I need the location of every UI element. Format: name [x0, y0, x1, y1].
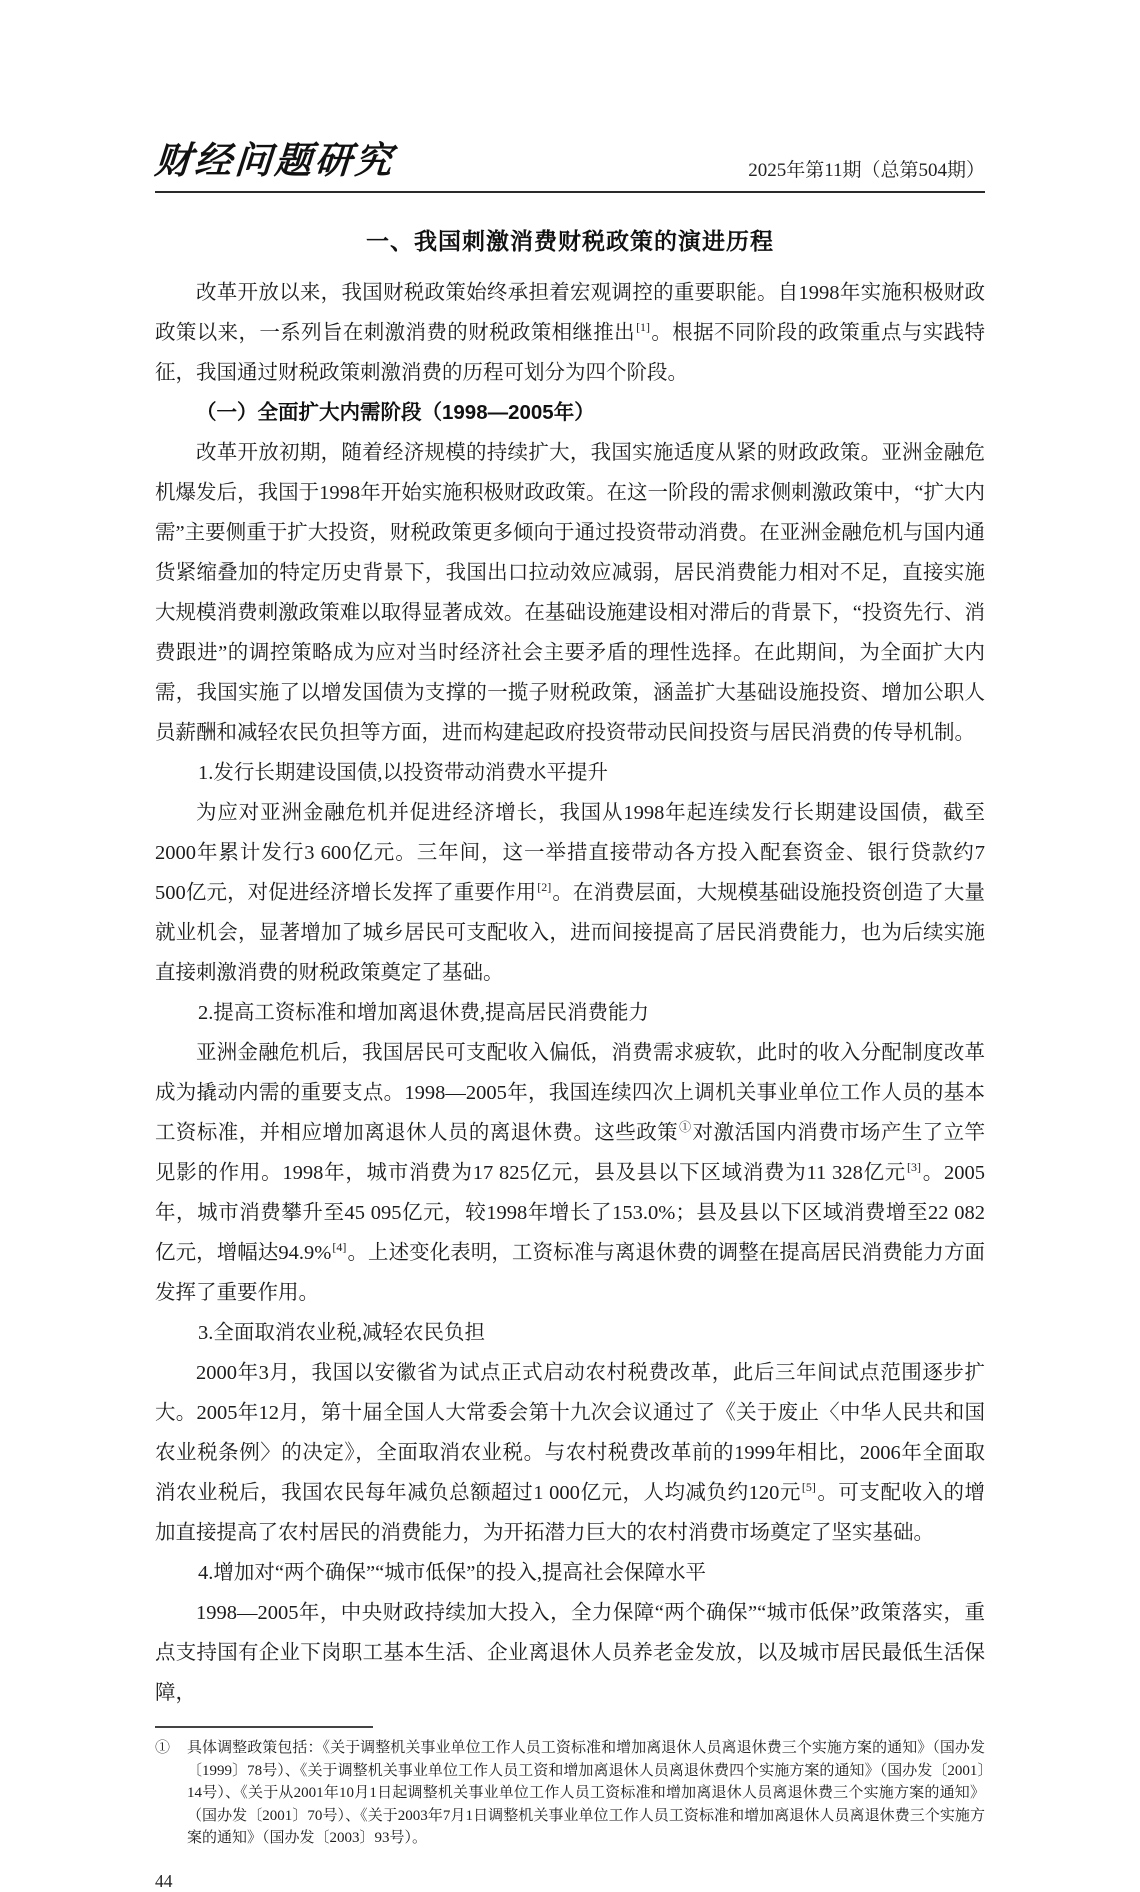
- footnote-separator: [155, 1726, 373, 1728]
- superscript-reference: [1]: [636, 320, 651, 335]
- footnote: [155, 1737, 985, 1850]
- numbered-heading: 1.发行长期建设国债,以投资带动消费水平提升: [198, 762, 609, 784]
- paragraph: 改革开放初期，随着经济规模的持续扩大，我国实施适度从紧的财政政策。亚洲金融危机爆发后，我国于1998年开始实施积极财政政策。在这一阶段的需求侧刺激政策中，“扩大内需”主要侧重于扩大投资，财税政策更多倾向于通过投资带动消费。在亚洲金融危机与国内通货紧缩叠加的特定历史背景下，我国出口拉动效应减弱，居民消费能力相对不足，直接实施大规模消费刺激政策难以取得显著成效。在基础设施建设相对滞后的背景下，“投资先行、消费跟进”的调控策略成为应对当时经济社会主要矛盾的理性选择。在此期间，为全面扩大内需，我国实施了以增发国债为支撑的一揽子财税政策，涵盖扩大基础设施投资、增加公职人员薪酬和减轻农民负担等方面，进而构建起政府投资带动民间投资与居民消费的传导机制。: [155, 442, 985, 744]
- section-title: 一、我国刺激消费财税政策的演进历程: [366, 228, 774, 254]
- article-body: [155, 273, 985, 1713]
- paragraph: 2000年3月，我国以安徽省为试点正式启动农村税费改革，此后三年间试点范围逐步扩大。2005年12月，第十届全国人大常委会第十九次会议通过了《关于废止〈中华人民共和国农业税条例〉的决定》，全面取消农业税。与农村税费改革前的1999年相比，2006年全面取消农业税后，我国农民每年减负总额超过1 000亿元，人均减负约120元[5]。可支配收入的增加直接提高了农村居民的消费能力，为开拓潜力巨大的农村消费市场奠定了坚实基础。: [155, 1362, 986, 1544]
- paragraph: 亚洲金融危机后，我国居民可支配收入偏低，消费需求疲软，此时的收入分配制度改革成为撬动内需的重要支点。1998—2005年，我国连续四次上调机关事业单位工作人员的基本工资标准，并相应增加离退休人员的离退休费。这些政策①对激活国内消费市场产生了立竿见影的作用。1998年，城市消费为17 825亿元，县及县以下区域消费为11 328亿元[3]。2005年，城市消费攀升至45 095亿元，较1998年增长了153.0%；县及县以下区域消费增至22 082亿元，增幅达94.9%[4]。上述变化表明，工资标准与离退休费的调整在提高居民消费能力方面发挥了重要作用。: [155, 1042, 986, 1304]
- superscript-reference: [5]: [801, 1480, 816, 1495]
- paragraph: 改革开放以来，我国财税政策始终承担着宏观调控的重要职能。自1998年实施积极财政政策以来，一系列旨在刺激消费的财税政策相继推出[1]。根据不同阶段的政策重点与实践特征，我国通过财税政策刺激消费的历程可划分为四个阶段。: [155, 282, 986, 384]
- page-header: [155, 0, 985, 184]
- numbered-heading: 2.提高工资标准和增加离退休费,提高居民消费能力: [198, 1002, 650, 1024]
- paragraph: 1998—2005年，中央财政持续加大投入，全力保障“两个确保”“城市低保”政策落实，重点支持国有企业下岗职工基本生活、企业离退休人员养老金发放，以及城市居民最低生活保障，: [155, 1602, 985, 1704]
- paragraph: 为应对亚洲金融危机并促进经济增长，我国从1998年起连续发行长期建设国债，截至2000年累计发行3 600亿元。三年间，这一举措直接带动各方投入配套资金、银行贷款约7 500亿元，对促进经济增长发挥了重要作用[2]。在消费层面，大规模基础设施投资创造了大量就业机会，显著增加了城乡居民可支配收入，进而间接提高了居民消费能力，也为后续实施直接刺激消费的财税政策奠定了基础。: [155, 802, 986, 984]
- journal-logo: 财经问题研究: [153, 141, 397, 182]
- page-number: 44: [155, 1870, 173, 1891]
- issue-info: 2025年第11期（总第504期）: [748, 160, 985, 181]
- numbered-heading: 3.全面取消农业税,减轻农民负担: [198, 1322, 486, 1344]
- superscript-reference: [4]: [332, 1240, 347, 1255]
- superscript-reference: [3]: [907, 1160, 922, 1175]
- superscript-reference: ①: [679, 1120, 692, 1135]
- header-rule: [155, 191, 985, 193]
- footnote-marker: ①: [155, 1740, 171, 1756]
- superscript-reference: [2]: [537, 880, 552, 895]
- numbered-heading: 4.增加对“两个确保”“城市低保”的投入,提高社会保障水平: [198, 1562, 706, 1584]
- subsection-heading: （一）全面扩大内需阶段（1998—2005年）: [196, 401, 595, 424]
- footnote-text: 具体调整政策包括：《关于调整机关事业单位工作人员工资标准和增加离退休人员离退休费三个实施方案的通知》（国办发〔1999〕78号）、《关于调整机关事业单位工作人员工资和增加离退休人员离退休费四个实施方案的通知》（国办发〔2001〕14号）、《关于从2001年10月1日起调整机关事业单位工作人员工资标准和增加离退休人员离退休费三个实施方案的通知》（国办发〔2001〕70号）、《关于2003年7月1日调整机关事业单位工作人员工资标准和增加离退休人员离退休费三个实施方案的通知》（国办发〔2003〕93号）。: [187, 1740, 985, 1846]
